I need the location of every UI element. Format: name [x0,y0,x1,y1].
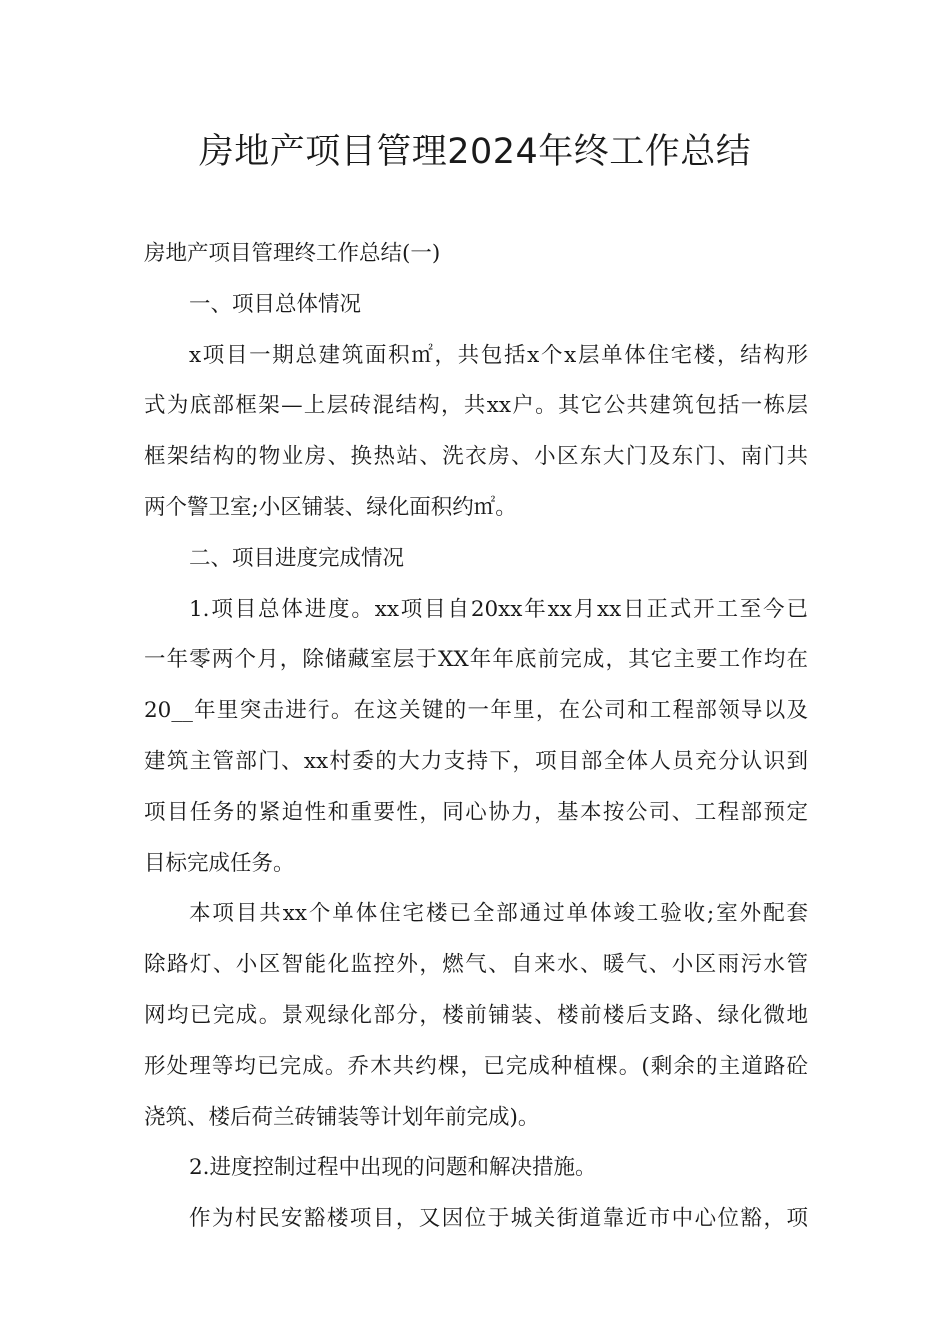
paragraph-line: 1.项目总体进度。xx项目自20xx年xx月xx日正式开工至今已 [189,596,808,622]
paragraph-line: 建筑主管部门、xx村委的大力支持下，项目部全体人员充分认识到 [144,748,808,774]
paragraph-line: x项目一期总建筑面积㎡，共包括x个x层单体住宅楼，结构形 [189,342,808,368]
paragraph-line: 浇筑、楼后荷兰砖铺装等计划年前完成)。 [144,1104,540,1130]
heading-progress: 二、项目进度完成情况 [189,545,405,571]
paragraph-line: 除路灯、小区智能化监控外，燃气、自来水、暖气、小区雨污水管 [144,952,808,978]
paragraph-line: 项目任务的紧迫性和重要性，同心协力，基本按公司、工程部预定 [144,799,808,825]
paragraph-line: 两个警卫室;小区铺装、绿化面积约㎡。 [144,494,517,520]
paragraph-line: 框架结构的物业房、换热站、洗衣房、小区东大门及东门、南门共 [144,444,808,470]
paragraph-line: 20__年里突击进行。在这关键的一年里，在公司和工程部领导以及 [144,698,808,724]
document-title: 房地产项目管理2024年终工作总结 [198,132,752,172]
paragraph-line: 一年零两个月，除储藏室层于XX年年底前完成，其它主要工作均在 [144,647,808,673]
paragraph-line: 作为村民安豁楼项目，又因位于城关街道靠近市中心位豁，项 [189,1206,808,1232]
paragraph-line: 网均已完成。景观绿化部分，楼前铺装、楼前楼后支路、绿化微地 [144,1002,808,1028]
heading-issues: 2.进度控制过程中出现的问题和解决措施。 [189,1155,597,1181]
heading-overview: 一、项目总体情况 [189,291,362,317]
paragraph-line: 目标完成任务。 [144,850,295,876]
section-subtitle: 房地产项目管理终工作总结(一) [144,241,441,266]
paragraph-line: 形处理等均已完成。乔木共约棵，已完成种植棵。(剩余的主道路砼 [144,1053,808,1079]
paragraph-line: 本项目共xx个单体住宅楼已全部通过单体竣工验收;室外配套 [189,901,808,927]
document-body [144,229,808,1245]
paragraph-line: 式为底部框架—上层砖混结构，共xx户。其它公共建筑包括一栋层 [144,393,808,419]
